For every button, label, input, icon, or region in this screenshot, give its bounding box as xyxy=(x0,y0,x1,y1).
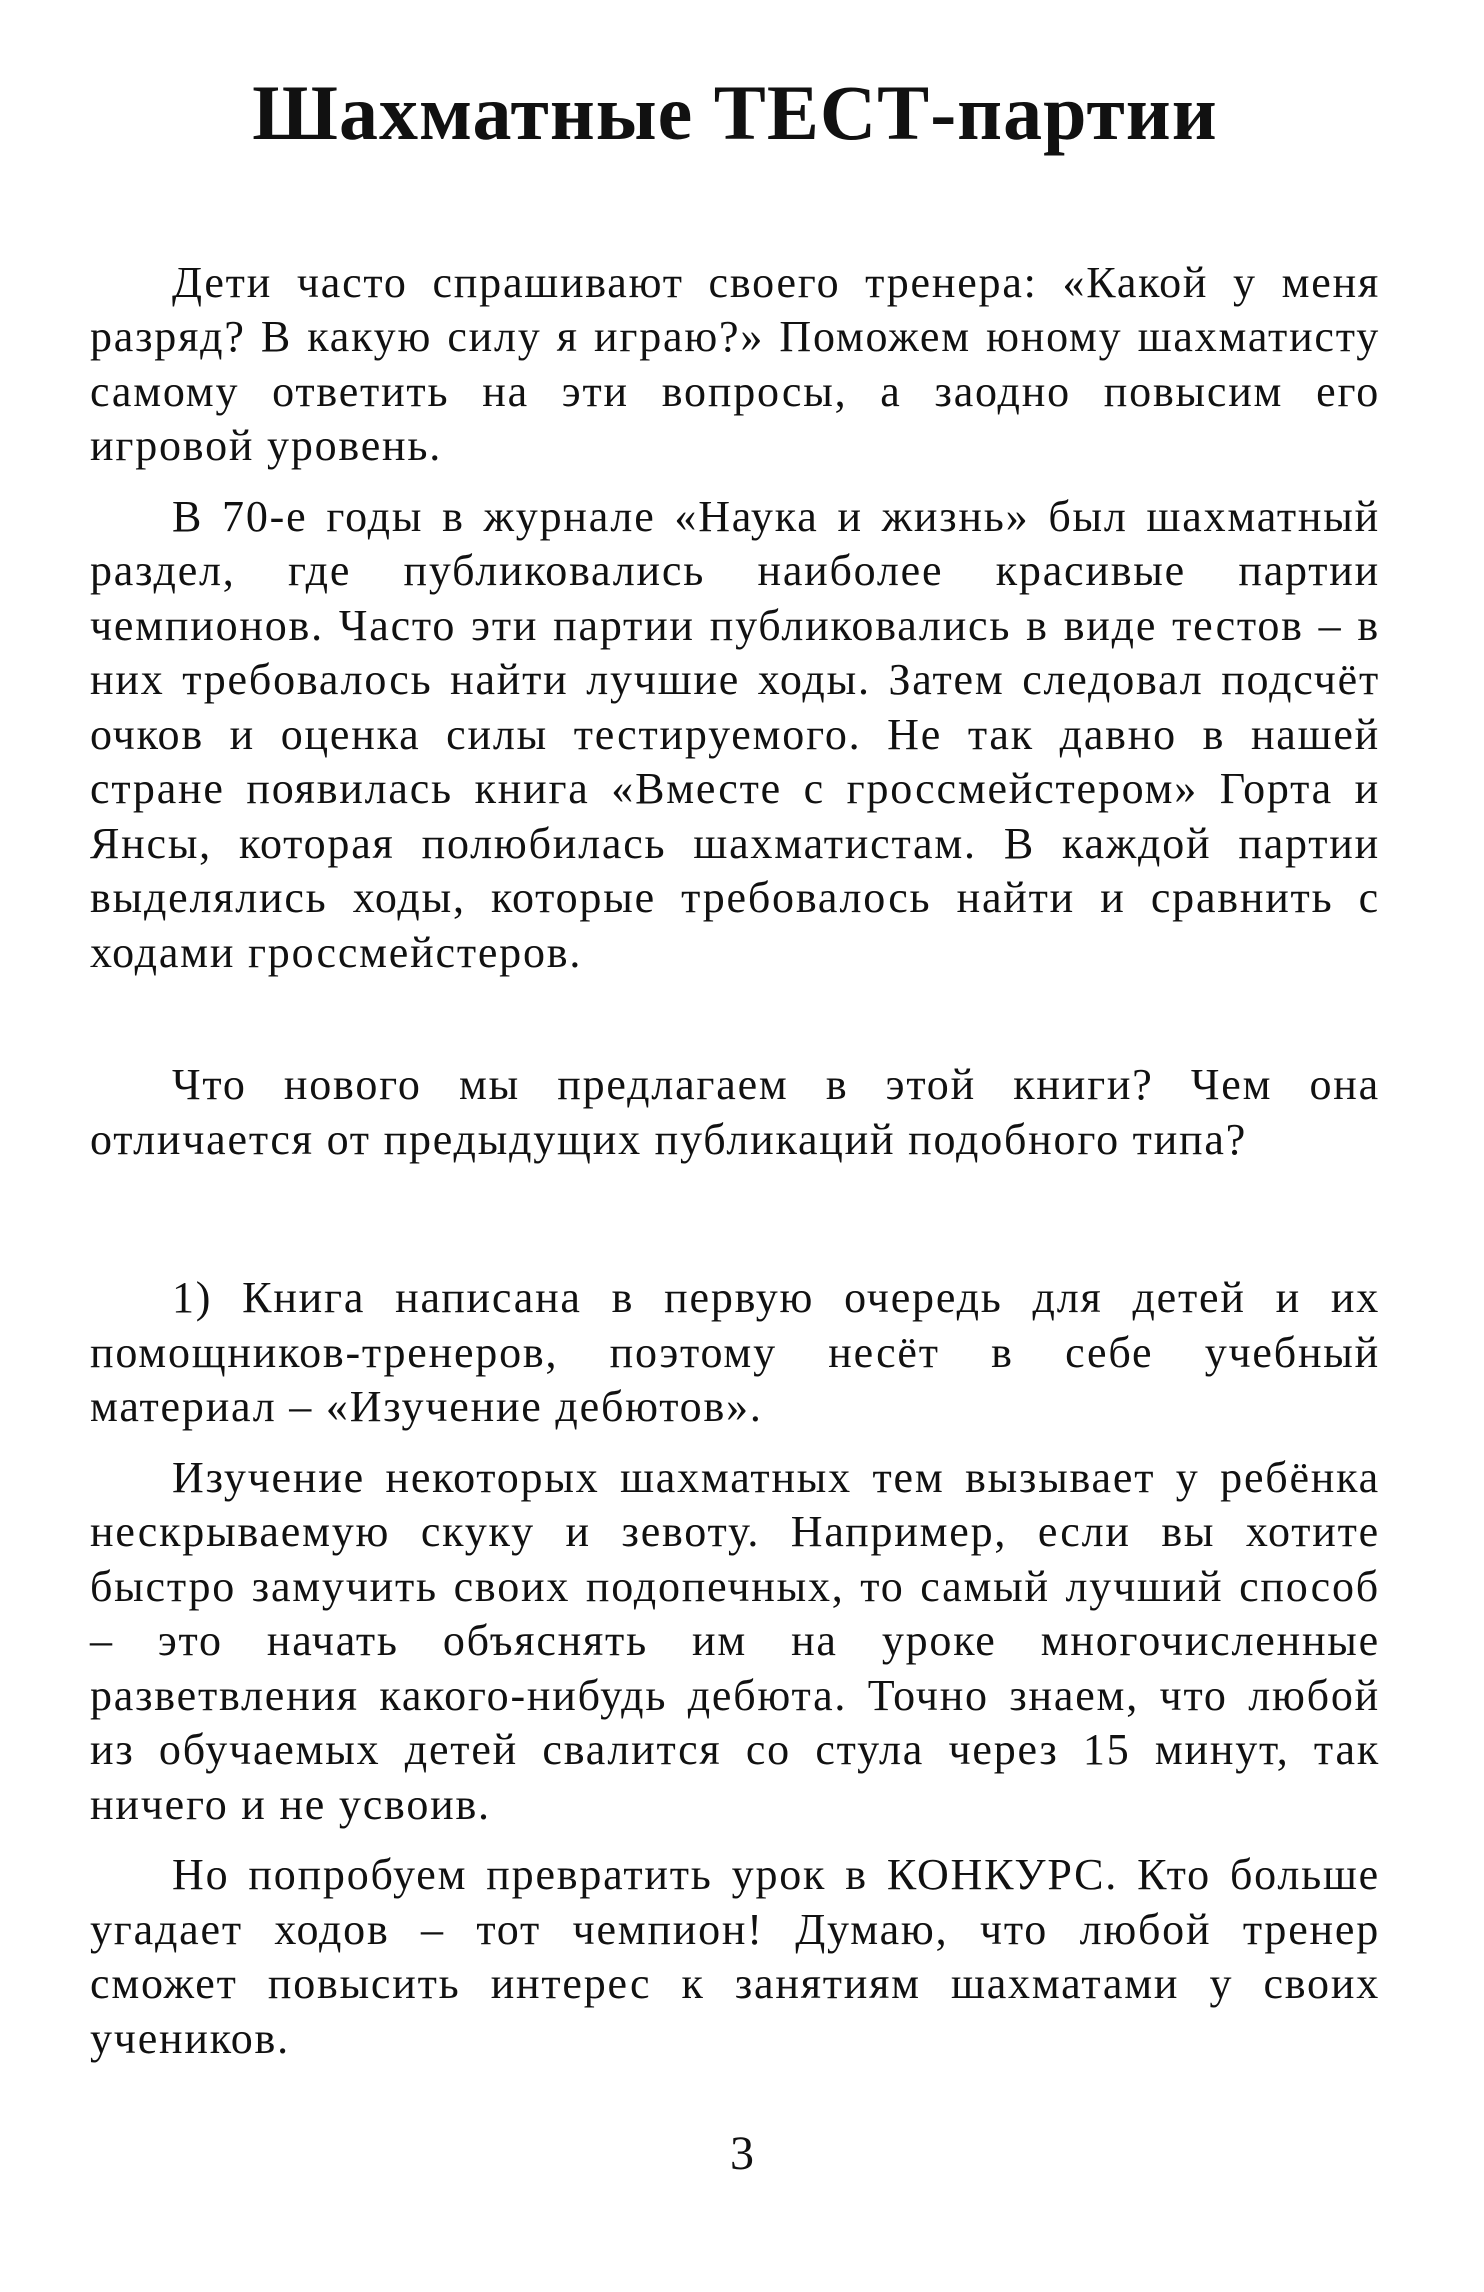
paragraph-question: Что нового мы предлагаем в этой книги? Чем она отличается от предыдущих публикаций подобного типа? xyxy=(90,1060,1380,1164)
paragraph-history: В 70-е годы в журнале «Наука и жизнь» был шахматный раздел, где публиковались наиболее красивые партии чемпионов. Часто эти партии публиковались в виде тестов – в них требовалось найти лучшие ходы. Затем следовал подсчёт очков и оценка силы тестируемого. Не так давно в нашей стране появилась книга «Вместе с гроссмейстером» Горта и Янсы, которая полюбилась шахматистам. В каждой партии выделялись ходы, которые требовалось найти и сравнить с ходами гроссмейстеров. xyxy=(90,491,1380,977)
paragraph-intro: Дети часто спрашивают своего тренера: «Какой у меня разряд? В какую силу я играю?» Поможем юному шахматисту самому ответить на эти вопросы, а заодно повысим его игровой уровень. xyxy=(90,257,1380,471)
page-number: 3 xyxy=(730,2127,754,2180)
book-page xyxy=(90,70,1380,2082)
paragraph-contest: Но попробуем превратить урок в КОНКУРС. Кто больше угадает ходов – тот чемпион! Думаю, что любой тренер сможет повысить интерес к занятиям шахматами у своих учеников. xyxy=(90,1850,1380,2063)
paragraph-point-1: 1) Книга написана в первую очередь для детей и их помощников-тренеров, поэтому несёт в себе учебный материал – «Изучение дебютов». xyxy=(90,1273,1380,1432)
page-title: Шахматные ТЕСТ-партии xyxy=(252,69,1218,156)
paragraph-openings: Изучение некоторых шахматных тем вызывает у ребёнка нескрываемую скуку и зевоту. Например, если вы хотите быстро замучить своих подопечных, то самый лучший способ – это начать объяснять им на уроке многочисленные разветвления какого-нибудь дебюта. Точно знаем, что любой из обучаемых детей свалится со стула через 15 минут, так ничего и не усвоив. xyxy=(90,1452,1380,1829)
